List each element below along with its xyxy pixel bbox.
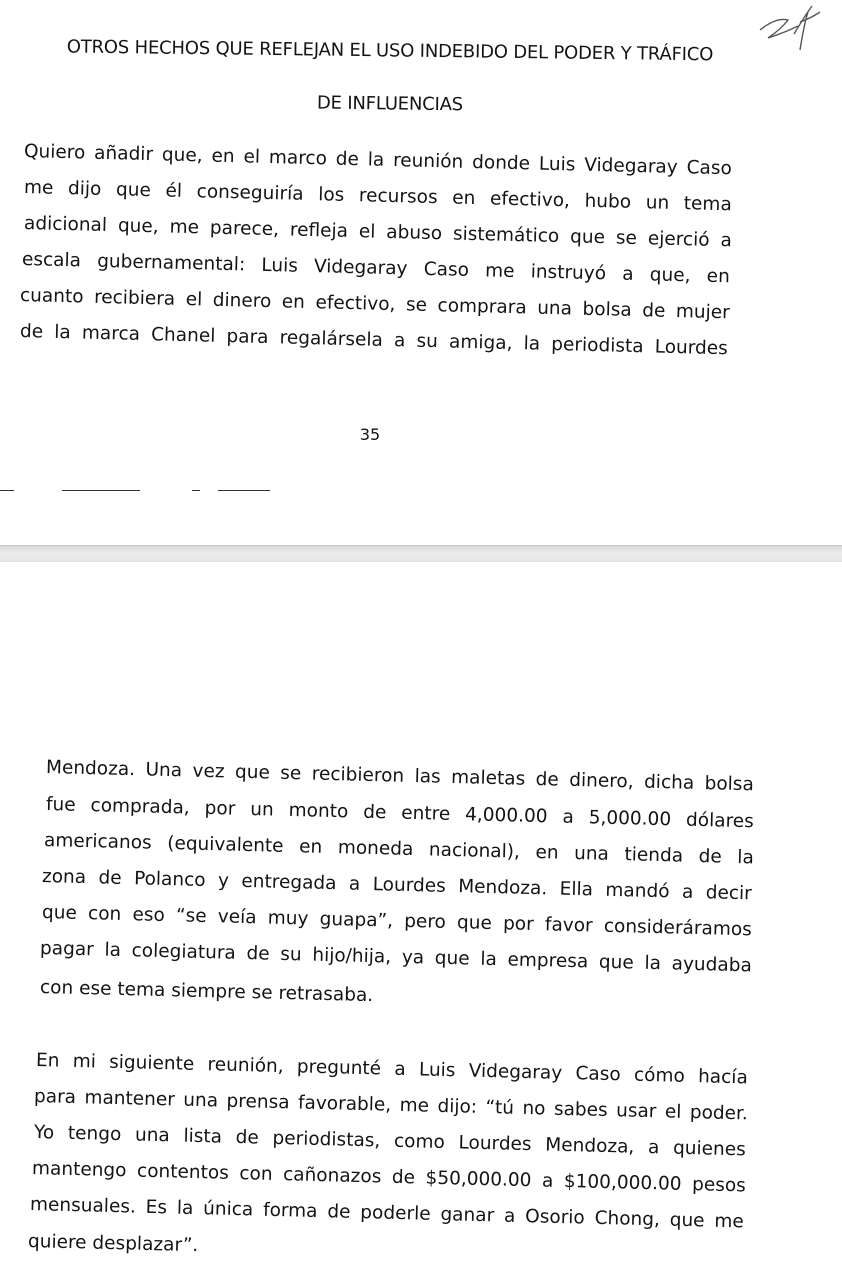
section-heading-continued: DE INFLUENCIAS xyxy=(316,92,464,116)
paragraph-line: para mantener una prensa favorable, me dijo: “tú no sabes usar el poder. xyxy=(33,1086,749,1125)
footer-rule xyxy=(192,490,200,491)
document-page-35 xyxy=(0,0,842,545)
paragraph-line: con ese tema siempre se retrasaba. xyxy=(39,977,374,1007)
paragraph-line: mantengo contentos con cañonazos de $50,000.00 a $100,000.00 pesos xyxy=(31,1158,747,1197)
paragraph-line: zona de Polanco y entregada a Lourdes Mendoza. Ella mandó a decir xyxy=(41,866,753,905)
paragraph-line: Quiero añadir que, en el marco de la reunión donde Luis Videgaray Caso xyxy=(23,141,733,180)
paragraph-line: americanos (equivalente en moneda nacional), en una tienda de la xyxy=(43,830,755,869)
section-heading: OTROS HECHOS QUE REFLEJAN EL USO INDEBIDO DEL PODER Y TRÁFICO xyxy=(66,36,714,66)
paragraph-line: quiere desplazar”. xyxy=(27,1231,199,1257)
footer-rule xyxy=(62,490,140,491)
document-page-36 xyxy=(0,562,842,1280)
paragraph-line: me dijo que él conseguiría los recursos en efectivo, hubo un tema xyxy=(23,177,733,216)
paragraph-line: adicional que, me parece, refleja el abuso sistemático que se ejerció a xyxy=(23,213,733,252)
paragraph-line: pagar la colegiatura de su hijo/hija, ya que la empresa que la ayudaba xyxy=(39,938,753,977)
paragraph-line: escala gubernamental: Luis Videgaray Caso me instruyó a que, en xyxy=(21,249,731,288)
paragraph-line: fue comprada, por un monto de entre 4,000.00 a 5,000.00 dólares xyxy=(45,794,755,833)
paragraph-line: En mi siguiente reunión, pregunté a Luis Videgaray Caso cómo hacía xyxy=(35,1050,749,1089)
footer-rule xyxy=(0,490,14,491)
paragraph-line: que con eso “se veía muy guapa”, pero que por favor consideráramos xyxy=(41,902,753,941)
paragraph-line: mensuales. Es la única forma de poderle ganar a Osorio Chong, que me xyxy=(29,1194,745,1233)
page-number: 35 xyxy=(359,425,381,444)
paragraph-line: Yo tengo una lista de periodistas, como Lourdes Mendoza, a quienes xyxy=(33,1122,747,1161)
paragraph-line: cuanto recibiera el dinero en efectivo, se comprara una bolsa de mujer xyxy=(19,285,731,324)
paragraph-line: Mendoza. Una vez que se recibieron las maletas de dinero, dicha bolsa xyxy=(45,757,755,796)
footer-rule xyxy=(218,490,270,491)
signature-initials xyxy=(754,4,824,52)
paragraph-line: de la marca Chanel para regalársela a su amiga, la periodista Lourdes xyxy=(19,321,729,360)
